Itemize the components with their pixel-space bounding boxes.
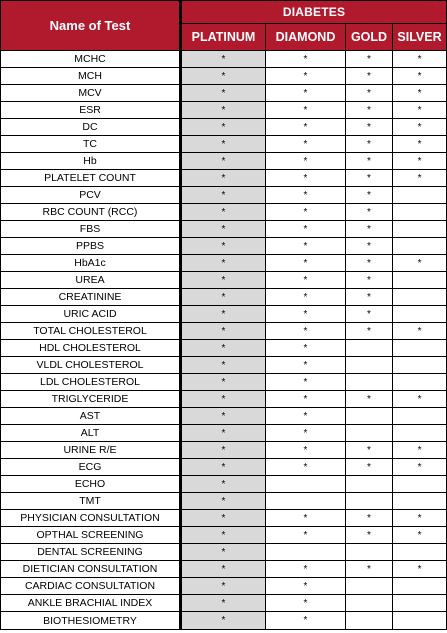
mark-cell-silver	[393, 476, 447, 493]
table-row	[1, 459, 447, 476]
table-row	[1, 102, 447, 119]
table-row	[1, 68, 447, 85]
mark-cell-silver	[393, 306, 447, 323]
mark-cell-silver: *	[393, 527, 447, 544]
mark-cell-silver	[393, 544, 447, 561]
test-name-cell: TMT	[1, 493, 181, 510]
table-row	[1, 85, 447, 102]
mark-cell-gold: *	[346, 238, 393, 255]
mark-cell-diamond	[266, 493, 346, 510]
mark-cell-gold	[346, 340, 393, 357]
mark-cell-silver: *	[393, 255, 447, 272]
mark-cell-diamond: *	[266, 255, 346, 272]
table-row	[1, 136, 447, 153]
mark-cell-diamond: *	[266, 119, 346, 136]
mark-cell-diamond: *	[266, 442, 346, 459]
table-row	[1, 391, 447, 408]
mark-cell-gold	[346, 493, 393, 510]
table-row	[1, 221, 447, 238]
mark-cell-silver	[393, 493, 447, 510]
mark-cell-gold: *	[346, 119, 393, 136]
mark-cell-gold	[346, 408, 393, 425]
test-name-cell: CARDIAC CONSULTATION	[1, 578, 181, 595]
mark-cell-gold: *	[346, 102, 393, 119]
test-name-cell: PLATELET COUNT	[1, 170, 181, 187]
mark-cell-gold	[346, 357, 393, 374]
mark-cell-platinum: *	[181, 204, 266, 221]
mark-cell-silver: *	[393, 391, 447, 408]
mark-cell-gold	[346, 476, 393, 493]
test-name-cell: BIOTHESIOMETRY	[1, 612, 181, 630]
mark-cell-gold: *	[346, 459, 393, 476]
test-name-cell: URINE R/E	[1, 442, 181, 459]
mark-cell-platinum: *	[181, 306, 266, 323]
table-row	[1, 595, 447, 612]
mark-cell-diamond: *	[266, 357, 346, 374]
mark-cell-platinum: *	[181, 442, 266, 459]
mark-cell-diamond: *	[266, 578, 346, 595]
mark-cell-platinum: *	[181, 425, 266, 442]
mark-cell-gold: *	[346, 204, 393, 221]
mark-cell-diamond: *	[266, 408, 346, 425]
test-name-cell: PCV	[1, 187, 181, 204]
test-name-cell: DC	[1, 119, 181, 136]
mark-cell-platinum: *	[181, 578, 266, 595]
diabetes-group-header: DIABETES	[181, 1, 447, 24]
mark-cell-diamond: *	[266, 425, 346, 442]
mark-cell-gold: *	[346, 561, 393, 578]
test-name-cell: MCH	[1, 68, 181, 85]
table-row	[1, 357, 447, 374]
test-name-cell: AST	[1, 408, 181, 425]
mark-cell-silver	[393, 612, 447, 630]
test-name-cell: ESR	[1, 102, 181, 119]
mark-cell-silver: *	[393, 102, 447, 119]
mark-cell-platinum: *	[181, 391, 266, 408]
test-name-cell: ALT	[1, 425, 181, 442]
mark-cell-platinum: *	[181, 272, 266, 289]
test-name-cell: ANKLE BRACHIAL INDEX	[1, 595, 181, 612]
table-row	[1, 306, 447, 323]
table-header	[1, 1, 447, 51]
mark-cell-platinum: *	[181, 595, 266, 612]
mark-cell-silver	[393, 272, 447, 289]
mark-cell-silver	[393, 578, 447, 595]
mark-cell-platinum: *	[181, 612, 266, 630]
table-row	[1, 289, 447, 306]
plan-header-platinum: PLATINUM	[181, 24, 266, 51]
table-row	[1, 561, 447, 578]
mark-cell-gold: *	[346, 221, 393, 238]
mark-cell-gold	[346, 612, 393, 630]
mark-cell-gold: *	[346, 510, 393, 527]
test-name-cell: FBS	[1, 221, 181, 238]
mark-cell-diamond: *	[266, 153, 346, 170]
mark-cell-silver	[393, 204, 447, 221]
table-body	[1, 51, 447, 630]
table-row	[1, 323, 447, 340]
test-name-cell: LDL CHOLESTEROL	[1, 374, 181, 391]
test-name-cell: MCV	[1, 85, 181, 102]
mark-cell-platinum: *	[181, 102, 266, 119]
mark-cell-platinum: *	[181, 323, 266, 340]
plan-header-diamond: DIAMOND	[266, 24, 346, 51]
mark-cell-diamond: *	[266, 595, 346, 612]
mark-cell-diamond: *	[266, 289, 346, 306]
mark-cell-platinum: *	[181, 119, 266, 136]
mark-cell-diamond: *	[266, 170, 346, 187]
table-row	[1, 527, 447, 544]
mark-cell-diamond: *	[266, 51, 346, 68]
mark-cell-silver	[393, 425, 447, 442]
table-row	[1, 408, 447, 425]
test-name-cell: VLDL CHOLESTEROL	[1, 357, 181, 374]
table-row	[1, 51, 447, 68]
plan-header-gold: GOLD	[346, 24, 393, 51]
table-row	[1, 255, 447, 272]
mark-cell-gold: *	[346, 391, 393, 408]
mark-cell-platinum: *	[181, 493, 266, 510]
mark-cell-platinum: *	[181, 68, 266, 85]
mark-cell-silver	[393, 238, 447, 255]
table-row	[1, 170, 447, 187]
table-row	[1, 272, 447, 289]
mark-cell-gold	[346, 544, 393, 561]
mark-cell-gold: *	[346, 68, 393, 85]
mark-cell-platinum: *	[181, 289, 266, 306]
table-row	[1, 119, 447, 136]
mark-cell-gold: *	[346, 306, 393, 323]
test-name-cell: PPBS	[1, 238, 181, 255]
test-name-cell: Hb	[1, 153, 181, 170]
mark-cell-gold: *	[346, 51, 393, 68]
mark-cell-gold: *	[346, 187, 393, 204]
table-row	[1, 493, 447, 510]
test-name-cell: OPTHAL SCREENING	[1, 527, 181, 544]
mark-cell-silver: *	[393, 136, 447, 153]
test-name-cell: CREATININE	[1, 289, 181, 306]
mark-cell-silver	[393, 357, 447, 374]
mark-cell-diamond: *	[266, 102, 346, 119]
mark-cell-gold	[346, 578, 393, 595]
test-name-cell: TOTAL CHOLESTEROL	[1, 323, 181, 340]
mark-cell-silver	[393, 340, 447, 357]
mark-cell-silver	[393, 221, 447, 238]
test-name-cell: MCHC	[1, 51, 181, 68]
mark-cell-platinum: *	[181, 85, 266, 102]
plan-header-silver: SILVER	[393, 24, 447, 51]
mark-cell-diamond: *	[266, 204, 346, 221]
header-row-top	[1, 1, 447, 24]
mark-cell-platinum: *	[181, 187, 266, 204]
mark-cell-gold: *	[346, 255, 393, 272]
mark-cell-silver	[393, 595, 447, 612]
mark-cell-platinum: *	[181, 153, 266, 170]
mark-cell-gold: *	[346, 289, 393, 306]
mark-cell-platinum: *	[181, 408, 266, 425]
mark-cell-diamond: *	[266, 85, 346, 102]
table-row	[1, 204, 447, 221]
mark-cell-diamond	[266, 476, 346, 493]
mark-cell-platinum: *	[181, 136, 266, 153]
mark-cell-platinum: *	[181, 357, 266, 374]
table-row	[1, 442, 447, 459]
mark-cell-diamond: *	[266, 612, 346, 630]
mark-cell-platinum: *	[181, 510, 266, 527]
mark-cell-silver	[393, 408, 447, 425]
mark-cell-gold	[346, 425, 393, 442]
mark-cell-platinum: *	[181, 374, 266, 391]
test-name-cell: URIC ACID	[1, 306, 181, 323]
table-row	[1, 510, 447, 527]
mark-cell-silver: *	[393, 323, 447, 340]
mark-cell-diamond: *	[266, 323, 346, 340]
mark-cell-platinum: *	[181, 527, 266, 544]
mark-cell-silver: *	[393, 459, 447, 476]
mark-cell-diamond: *	[266, 221, 346, 238]
mark-cell-silver: *	[393, 170, 447, 187]
mark-cell-silver	[393, 289, 447, 306]
mark-cell-diamond: *	[266, 238, 346, 255]
mark-cell-platinum: *	[181, 544, 266, 561]
test-name-cell: RBC COUNT (RCC)	[1, 204, 181, 221]
table-row	[1, 578, 447, 595]
test-name-cell: ECHO	[1, 476, 181, 493]
mark-cell-diamond: *	[266, 391, 346, 408]
test-name-cell: DENTAL SCREENING	[1, 544, 181, 561]
mark-cell-platinum: *	[181, 51, 266, 68]
mark-cell-platinum: *	[181, 476, 266, 493]
mark-cell-gold: *	[346, 442, 393, 459]
mark-cell-diamond: *	[266, 561, 346, 578]
mark-cell-diamond: *	[266, 187, 346, 204]
table-row	[1, 425, 447, 442]
table-row	[1, 374, 447, 391]
mark-cell-silver: *	[393, 442, 447, 459]
table-row	[1, 544, 447, 561]
mark-cell-platinum: *	[181, 561, 266, 578]
table-row	[1, 340, 447, 357]
test-name-cell: ECG	[1, 459, 181, 476]
mark-cell-gold: *	[346, 170, 393, 187]
table-row	[1, 612, 447, 630]
mark-cell-silver: *	[393, 153, 447, 170]
mark-cell-diamond: *	[266, 68, 346, 85]
mark-cell-diamond: *	[266, 527, 346, 544]
test-name-cell: HbA1c	[1, 255, 181, 272]
mark-cell-gold	[346, 595, 393, 612]
mark-cell-diamond: *	[266, 510, 346, 527]
table-row	[1, 476, 447, 493]
mark-cell-diamond: *	[266, 306, 346, 323]
mark-cell-gold: *	[346, 136, 393, 153]
mark-cell-gold: *	[346, 272, 393, 289]
test-name-cell: DIETICIAN CONSULTATION	[1, 561, 181, 578]
name-of-test-header: Name of Test	[1, 1, 181, 51]
mark-cell-platinum: *	[181, 238, 266, 255]
mark-cell-diamond: *	[266, 272, 346, 289]
mark-cell-silver	[393, 374, 447, 391]
mark-cell-platinum: *	[181, 255, 266, 272]
mark-cell-gold: *	[346, 527, 393, 544]
mark-cell-diamond: *	[266, 340, 346, 357]
mark-cell-silver: *	[393, 510, 447, 527]
test-name-cell: TC	[1, 136, 181, 153]
mark-cell-silver: *	[393, 51, 447, 68]
mark-cell-platinum: *	[181, 459, 266, 476]
mark-cell-platinum: *	[181, 170, 266, 187]
mark-cell-gold: *	[346, 153, 393, 170]
mark-cell-platinum: *	[181, 221, 266, 238]
mark-cell-silver	[393, 187, 447, 204]
mark-cell-gold	[346, 374, 393, 391]
mark-cell-diamond	[266, 544, 346, 561]
mark-cell-diamond: *	[266, 459, 346, 476]
test-name-cell: PHYSICIAN CONSULTATION	[1, 510, 181, 527]
mark-cell-gold: *	[346, 323, 393, 340]
mark-cell-platinum: *	[181, 340, 266, 357]
mark-cell-diamond: *	[266, 136, 346, 153]
mark-cell-silver: *	[393, 68, 447, 85]
table-row	[1, 238, 447, 255]
test-name-cell: HDL CHOLESTEROL	[1, 340, 181, 357]
table-row	[1, 153, 447, 170]
test-name-cell: UREA	[1, 272, 181, 289]
mark-cell-diamond: *	[266, 374, 346, 391]
mark-cell-silver: *	[393, 85, 447, 102]
mark-cell-silver: *	[393, 561, 447, 578]
table-row	[1, 187, 447, 204]
mark-cell-gold: *	[346, 85, 393, 102]
mark-cell-silver: *	[393, 119, 447, 136]
test-name-cell: TRIGLYCERIDE	[1, 391, 181, 408]
